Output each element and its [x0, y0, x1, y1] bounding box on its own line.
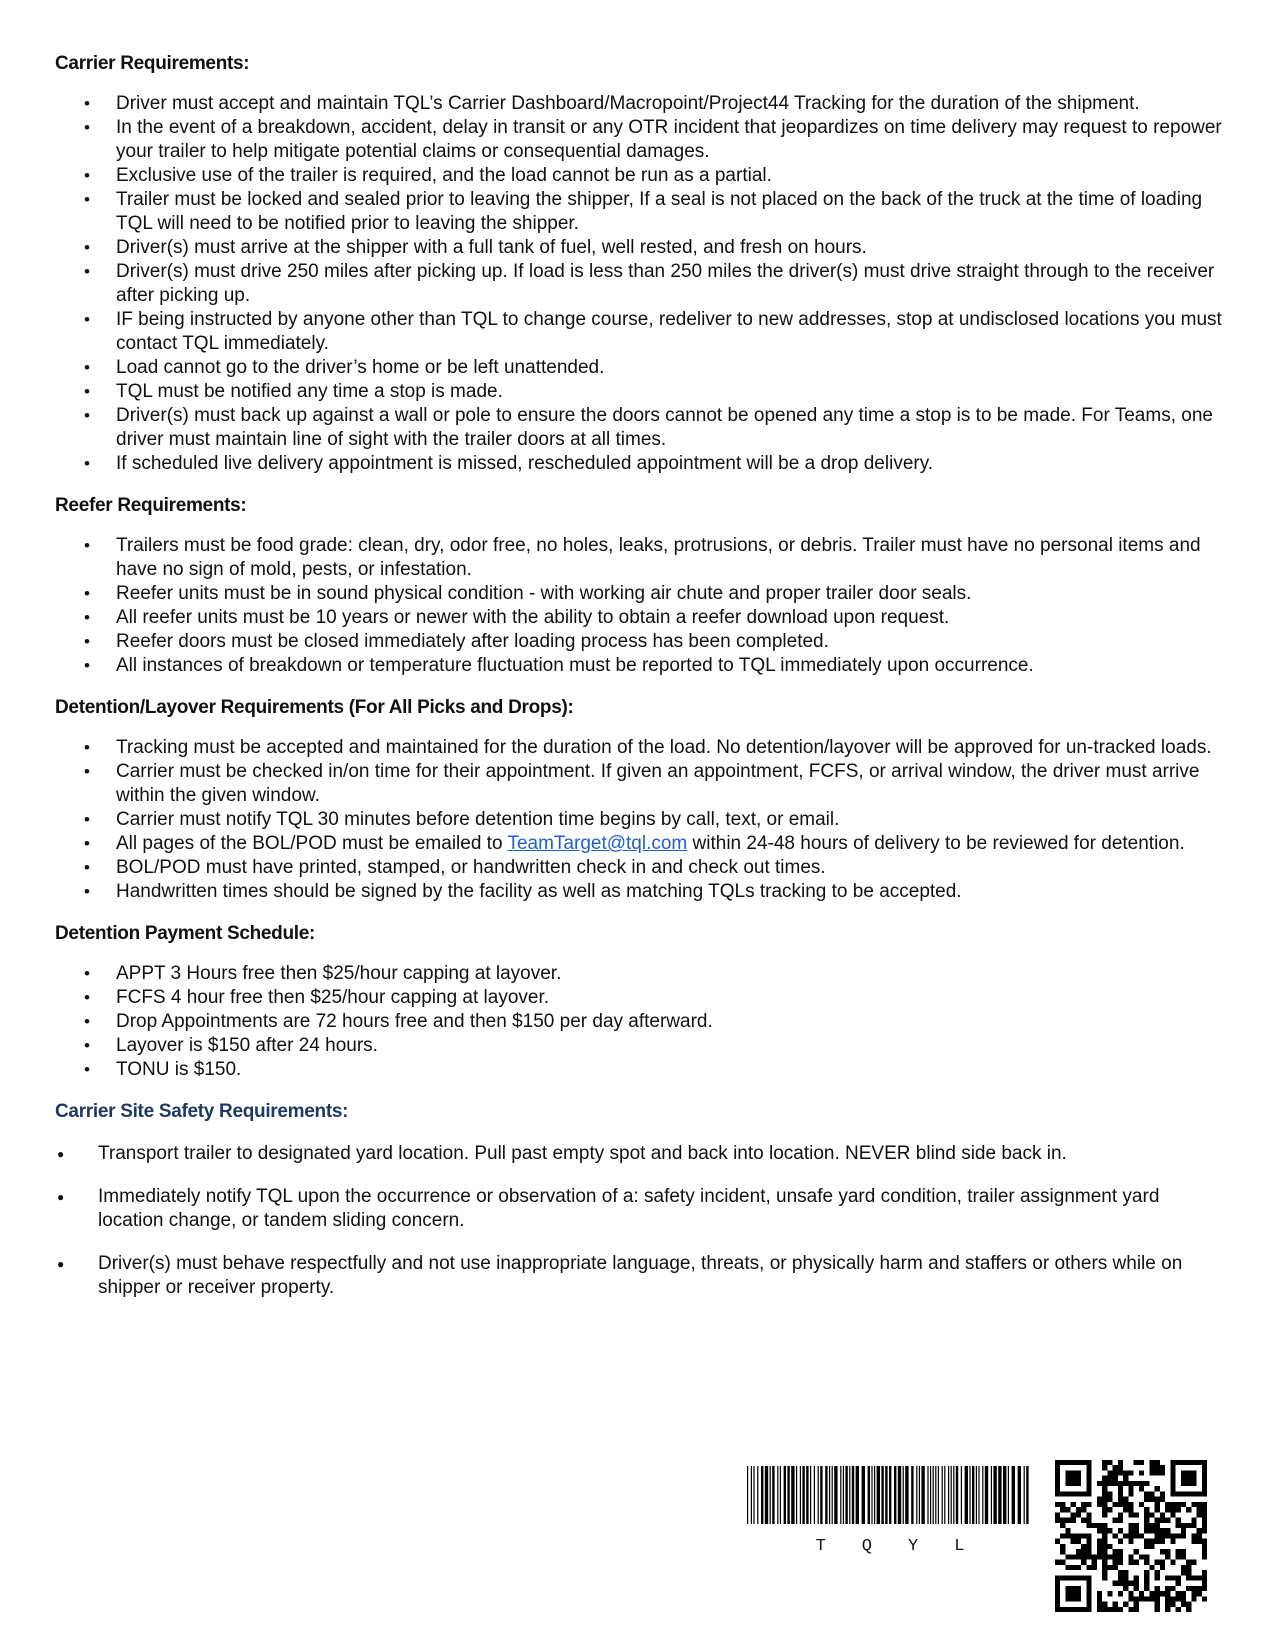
list-item [55, 1142, 1225, 1166]
barcode-char: Q [861, 1537, 872, 1556]
list-item [55, 1252, 1225, 1300]
reefer-requirements-heading: Reefer Requirements: [55, 495, 247, 516]
list-item: • Carrier must be checked in/on time for their appointment. If given an appointment, FCFS, or arrival window, the driver must arrive within the given window. [55, 760, 1225, 808]
list-item [55, 1185, 1225, 1233]
list-item: • Driver(s) must back up against a wall or pole to ensure the doors cannot be opened any time a stop is to be made. For Teams, one driver must maintain line of sight with the trailer doors at all times. [55, 404, 1225, 452]
list-item: • Reefer units must be in sound physical condition - with working air chute and proper trailer door seals. [55, 582, 1225, 606]
email-link[interactable]: TeamTarget@tql.com [507, 833, 688, 854]
qr-code-image [1055, 1460, 1207, 1612]
carrier-requirements-list [55, 92, 1225, 476]
list-item: • Drop Appointments are 72 hours free and then $150 per day afterward. [55, 1010, 1225, 1034]
list-item: • Exclusive use of the trailer is required, and the load cannot be run as a partial. [55, 164, 1225, 188]
barcode-text [745, 1537, 1035, 1556]
payment-schedule-list [55, 962, 1225, 1082]
list-item: • Load cannot go to the driver’s home or be left unattended. [55, 356, 1225, 380]
list-item-email [55, 832, 1225, 856]
detention-requirements-heading: Detention/Layover Requirements (For All Picks and Drops): [55, 697, 574, 718]
list-item: • TONU is $150. [55, 1058, 1225, 1082]
list-item: • Handwritten times should be signed by the facility as well as matching TQLs tracking to be accepted. [55, 880, 1225, 904]
payment-schedule-heading: Detention Payment Schedule: [55, 923, 316, 944]
list-item: • FCFS 4 hour free then $25/hour capping at layover. [55, 986, 1225, 1010]
email-item-after: within 24-48 hours of delivery to be reviewed for detention. [687, 833, 1185, 854]
list-item-text: Driver(s) must behave respectfully and not use inappropriate language, threats, or physically harm and staffers or others while on shipper or receiver property. [98, 1253, 1183, 1298]
list-item: • If scheduled live delivery appointment is missed, rescheduled appointment will be a drop delivery. [55, 452, 1225, 476]
barcode-char: Y [908, 1537, 919, 1556]
list-item: • Trailers must be food grade: clean, dry, odor free, no holes, leaks, protrusions, or debris. Trailer must have no personal items and have no sign of mold, pests, or infestation. [55, 534, 1225, 582]
list-item: • Carrier must notify TQL 30 minutes before detention time begins by call, text, or email. [55, 808, 1225, 832]
list-item: • APPT 3 Hours free then $25/hour capping at layover. [55, 962, 1225, 986]
list-item: • Tracking must be accepted and maintained for the duration of the load. No detention/layover will be approved for un-tracked loads. [55, 736, 1225, 760]
carrier-requirements-heading: Carrier Requirements: [55, 53, 250, 74]
barcode-char: T [815, 1537, 826, 1556]
list-item: • IF being instructed by anyone other than TQL to change course, redeliver to new addresses, stop at undisclosed locations you must contact TQL immediately. [55, 308, 1225, 356]
list-item: • Layover is $150 after 24 hours. [55, 1034, 1225, 1058]
list-item: • Driver must accept and maintain TQL’s Carrier Dashboard/Macropoint/Project44 Tracking for the duration of the shipment. [55, 92, 1225, 116]
list-item: • Trailer must be locked and sealed prior to leaving the shipper, If a seal is not placed on the back of the truck at the time of loading TQL will need to be notified prior to leaving the shipper. [55, 188, 1225, 236]
list-item: • Driver(s) must arrive at the shipper with a full tank of fuel, well rested, and fresh on hours. [55, 236, 1225, 260]
barcode-image [745, 1466, 1035, 1540]
list-item-text: Transport trailer to designated yard location. Pull past empty spot and back into location. NEVER blind side back in. [98, 1143, 1067, 1164]
reefer-requirements-list [55, 534, 1225, 678]
list-item-text: Immediately notify TQL upon the occurrence or observation of a: safety incident, unsafe yard condition, trailer assignment yard location change, or tandem sliding concern. [98, 1186, 1160, 1231]
list-item: • BOL/POD must have printed, stamped, or handwritten check in and check out times. [55, 856, 1225, 880]
list-item: • In the event of a breakdown, accident, delay in transit or any OTR incident that jeopardizes on time delivery may request to repower your trailer to help mitigate potential claims or consequential damages. [55, 116, 1225, 164]
document-page [55, 52, 1225, 1319]
email-item-before: All pages of the BOL/POD must be emailed to [116, 833, 508, 854]
list-item: • TQL must be notified any time a stop is made. [55, 380, 1225, 404]
site-safety-list [55, 1142, 1225, 1300]
site-safety-heading: Carrier Site Safety Requirements: [55, 1101, 349, 1122]
list-item: • All instances of breakdown or temperature fluctuation must be reported to TQL immediately upon occurrence. [55, 654, 1225, 678]
detention-requirements-list [55, 736, 1225, 904]
barcode-char: L [954, 1537, 965, 1556]
list-item: • All reefer units must be 10 years or newer with the ability to obtain a reefer download upon request. [55, 606, 1225, 630]
list-item: • Driver(s) must drive 250 miles after picking up. If load is less than 250 miles the driver(s) must drive straight through to the receiver after picking up. [55, 260, 1225, 308]
list-item: • Reefer doors must be closed immediately after loading process has been completed. [55, 630, 1225, 654]
